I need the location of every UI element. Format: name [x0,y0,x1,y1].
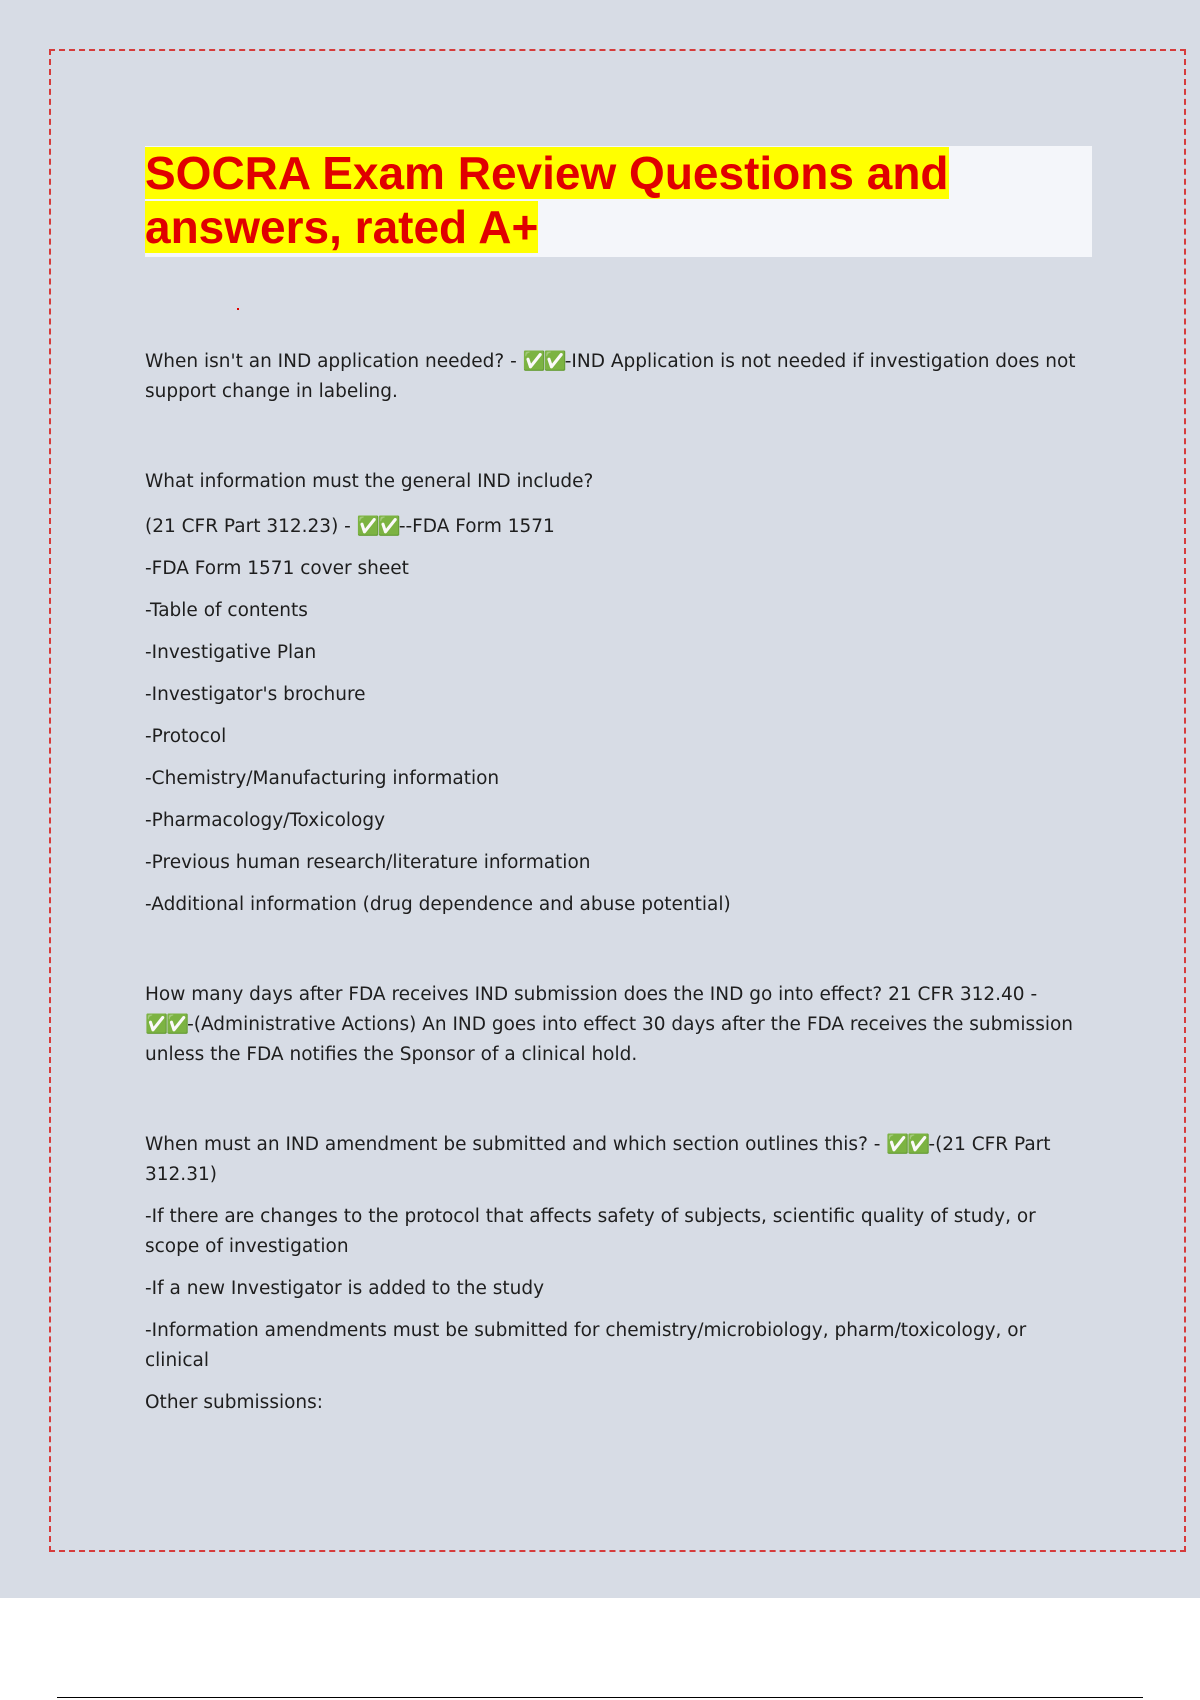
qa-content [145,347,1090,1418]
double-check-icon: ✅✅ [145,1014,188,1035]
document-title-line-2: answers, rated A+ [145,201,539,253]
question-line [145,1130,1090,1190]
qa-item-4 [145,1130,1090,1418]
list-item: -FDA Form 1571 cover sheet [145,558,409,579]
list-item: -If there are changes to the protocol that affects safety of subjects, scientific quality of study, or scope of investigation [145,1206,1036,1257]
document-title [145,146,1092,254]
stray-dot [237,308,239,310]
question-text: How many days after FDA receives IND submission does the IND go into effect? 21 CFR 312.40 - [145,984,1038,1005]
document-title-line-1: SOCRA Exam Review Questions and [145,147,949,199]
list-item: -If a new Investigator is added to the study [145,1278,545,1299]
answer-text: -(21 CFR Part 312.31) [145,1134,1051,1185]
title-block [145,146,1092,257]
list-item: -Protocol [145,726,227,747]
question-text: When must an IND amendment be submitted and which section outlines this? - [145,1134,887,1155]
question-reference [145,512,1090,542]
double-check-icon: ✅✅ [886,1134,929,1155]
list-item: -Pharmacology/Toxicology [145,810,386,831]
list-item: -Chemistry/Manufacturing information [145,768,500,789]
answer-text: --FDA Form 1571 [398,516,555,537]
qa-item-2 [145,467,1090,920]
question-text: What information must the general IND include? [145,471,594,492]
double-check-icon: ✅✅ [356,516,399,537]
footer-rule [57,1697,1143,1698]
list-item: -Additional information (drug dependence and abuse potential) [145,894,731,915]
list-item: -Previous human research/literature information [145,852,591,873]
double-check-icon: ✅✅ [522,351,565,372]
list-item: -Table of contents [145,600,308,621]
qa-item-1 [145,347,1090,407]
answer-text: -IND Application is not needed if investigation does not support change in labeling. [145,351,1076,402]
list-item: -Information amendments must be submitted for chemistry/microbiology, pharm/toxicology, or clinical [145,1320,1027,1371]
qa-item-3 [145,980,1090,1070]
list-item: Other submissions: [145,1392,324,1413]
list-item: -Investigative Plan [145,642,317,663]
answer-text: -(Administrative Actions) An IND goes into effect 30 days after the FDA receives the submission unless the FDA notifies the Sponsor of a clinical hold. [145,1014,1074,1065]
question-text: When isn't an IND application needed? - [145,351,523,372]
question-ref-text: (21 CFR Part 312.23) - [145,516,357,537]
list-item: -Investigator's brochure [145,684,366,705]
